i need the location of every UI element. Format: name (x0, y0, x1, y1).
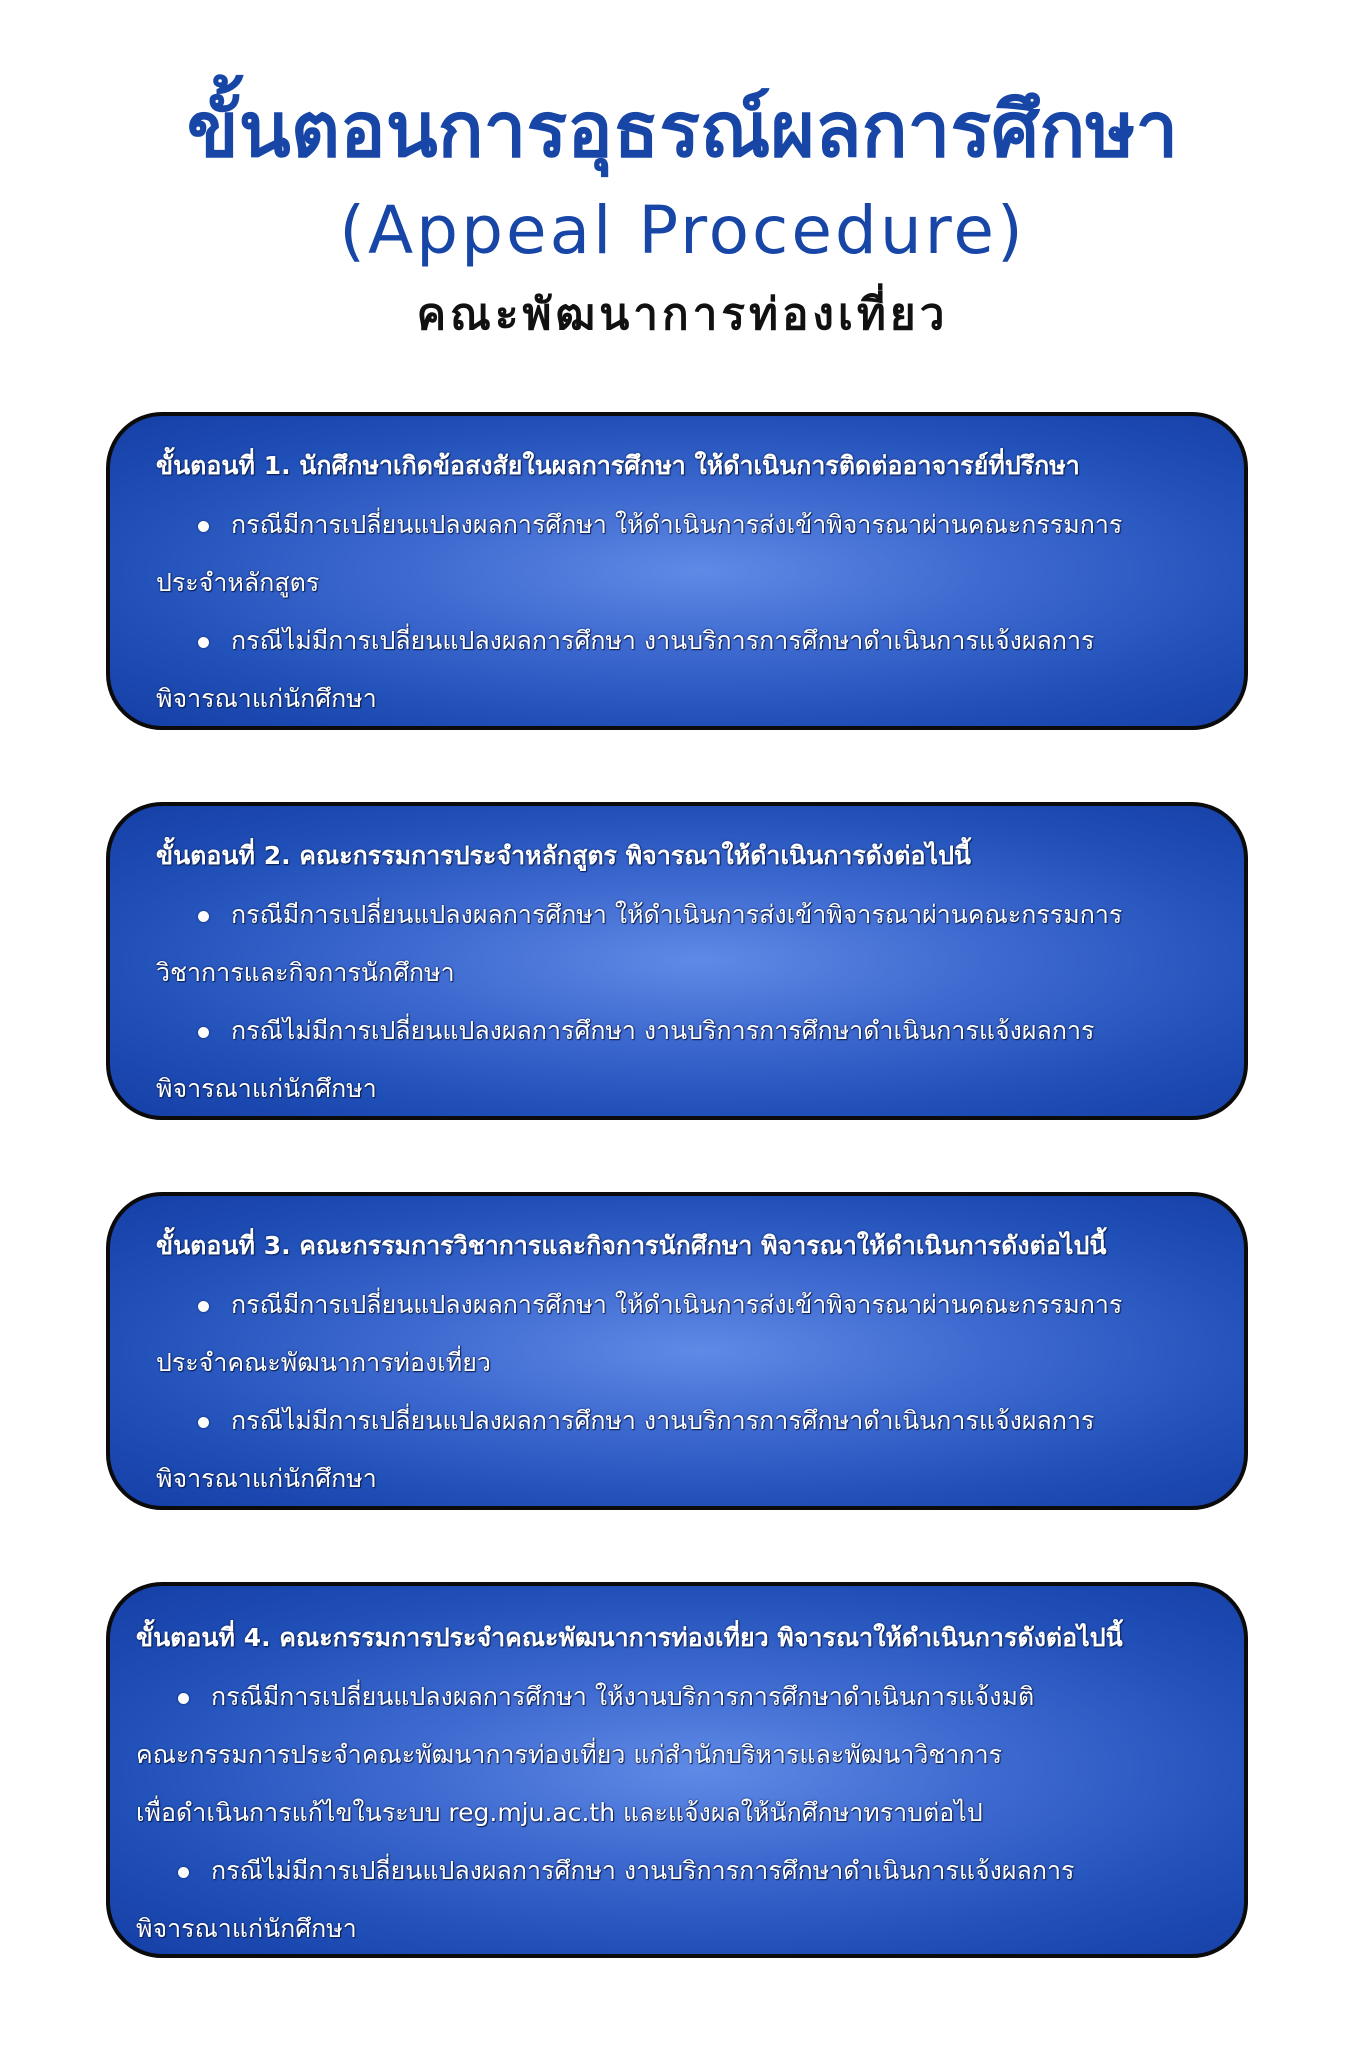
step-2-case-2-line-1: กรณีไม่มีการเปลี่ยนแปลงผลการศึกษา งานบริการการศึกษาดำเนินการแจ้งผลการ (231, 1016, 1095, 1045)
bullet-icon (198, 911, 209, 922)
step-4-case-2-line-1: กรณีไม่มีการเปลี่ยนแปลงผลการศึกษา งานบริการการศึกษาดำเนินการแจ้งผลการ (211, 1856, 1075, 1885)
page-title-thai: ขั้นตอนการอุธรณ์ผลการศึกษา (186, 85, 1179, 174)
step-2-case-2 (156, 1002, 1204, 1060)
bullet-icon (198, 521, 209, 532)
step-3-case-1-line-1: กรณีมีการเปลี่ยนแปลงผลการศึกษา ให้ดำเนินการส่งเข้าพิจารณาผ่านคณะกรรมการ (231, 1290, 1123, 1319)
page-header (0, 80, 1365, 350)
step-4-case-1-line-2: คณะกรรมการประจำคณะพัฒนาการท่องเที่ยว แก่สำนักบริหารและพัฒนาวิชาการ (136, 1740, 1003, 1769)
step-3-case-1-line-2: ประจำคณะพัฒนาการท่องเที่ยว (156, 1348, 491, 1377)
step-3-case-2-line-1: กรณีไม่มีการเปลี่ยนแปลงผลการศึกษา งานบริการการศึกษาดำเนินการแจ้งผลการ (231, 1406, 1095, 1435)
step-3-case-2-line-2: พิจารณาแก่นักศึกษา (156, 1464, 377, 1493)
step-box-1 (106, 412, 1248, 730)
bullet-icon (178, 1693, 189, 1704)
step-box-2 (106, 802, 1248, 1120)
step-1-case-1-line-1: กรณีมีการเปลี่ยนแปลงผลการศึกษา ให้ดำเนินการส่งเข้าพิจารณาผ่านคณะกรรมการ (231, 510, 1123, 539)
step-title-3: ขั้นตอนที่ 3. คณะกรรมการวิชาการและกิจการนักศึกษา พิจารณาให้ดำเนินการดังต่อไปนี้ (156, 1231, 1107, 1260)
step-4-case-1 (136, 1668, 1220, 1726)
page-title-english: (Appeal Procedure) (339, 192, 1026, 269)
bullet-icon (178, 1867, 189, 1878)
step-4-case-1-line-3: เพื่อดำเนินการแก้ไขในระบบ reg.mju.ac.th และแจ้งผลให้นักศึกษาทราบต่อไป (136, 1798, 983, 1827)
step-1-case-2-line-1: กรณีไม่มีการเปลี่ยนแปลงผลการศึกษา งานบริการการศึกษาดำเนินการแจ้งผลการ (231, 626, 1095, 655)
bullet-icon (198, 637, 209, 648)
step-1-case-2-line-2: พิจารณาแก่นักศึกษา (156, 684, 377, 713)
step-4-case-1-line-1: กรณีมีการเปลี่ยนแปลงผลการศึกษา ให้งานบริการการศึกษาดำเนินการแจ้งมติ (211, 1682, 1035, 1711)
bullet-icon (198, 1027, 209, 1038)
step-2-case-2-line-2: พิจารณาแก่นักศึกษา (156, 1074, 377, 1103)
bullet-icon (198, 1417, 209, 1428)
step-1-case-2 (156, 612, 1204, 670)
bullet-icon (198, 1301, 209, 1312)
step-2-case-1 (156, 886, 1204, 944)
step-3-case-1 (156, 1276, 1210, 1334)
step-4-case-2 (136, 1842, 1220, 1900)
step-box-4 (106, 1582, 1248, 1958)
step-title-2: ขั้นตอนที่ 2. คณะกรรมการประจำหลักสูตร พิจารณาให้ดำเนินการดังต่อไปนี้ (156, 841, 972, 870)
step-title-4: ขั้นตอนที่ 4. คณะกรรมการประจำคณะพัฒนาการท่องเที่ยว พิจารณาให้ดำเนินการดังต่อไปนี้ (136, 1623, 1123, 1652)
step-2-case-1-line-2: วิชาการและกิจการนักศึกษา (156, 958, 455, 987)
faculty-subtitle: คณะพัฒนาการท่องเที่ยว (416, 289, 949, 340)
step-1-case-1-line-2: ประจำหลักสูตร (156, 568, 320, 597)
step-2-case-1-line-1: กรณีมีการเปลี่ยนแปลงผลการศึกษา ให้ดำเนินการส่งเข้าพิจารณาผ่านคณะกรรมการ (231, 900, 1123, 929)
step-4-case-2-line-2: พิจารณาแก่นักศึกษา (136, 1914, 357, 1943)
step-title-1: ขั้นตอนที่ 1. นักศึกษาเกิดข้อสงสัยในผลการศึกษา ให้ดำเนินการติดต่ออาจารย์ที่ปรึกษา (156, 451, 1080, 480)
step-3-case-2 (156, 1392, 1210, 1450)
step-1-case-1 (156, 496, 1204, 554)
step-box-3 (106, 1192, 1248, 1510)
